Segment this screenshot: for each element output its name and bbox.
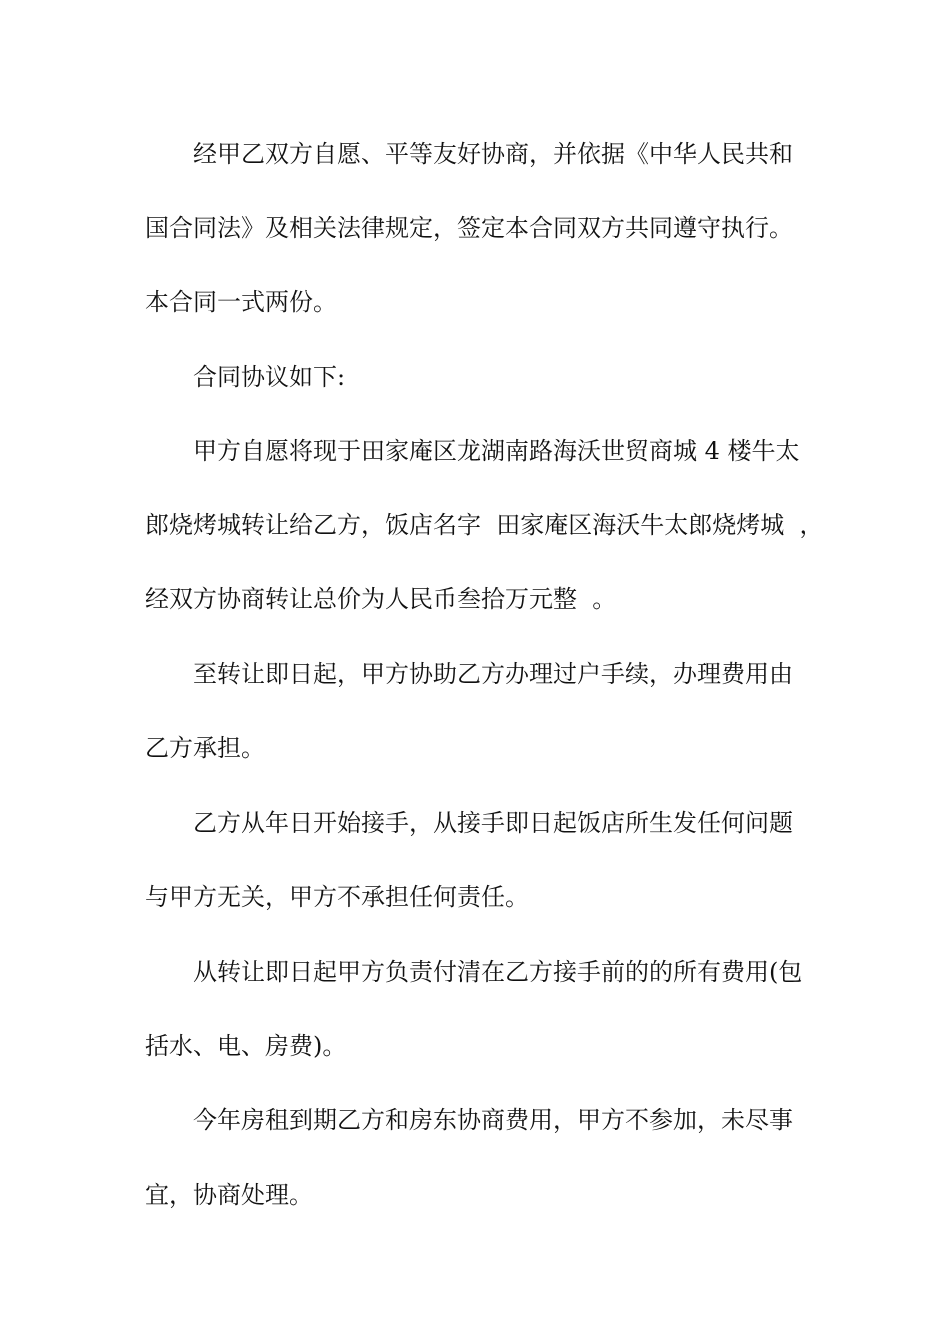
paragraph-7-line-1: 今年房租到期乙方和房东协商费用，甲方不参加，未尽事 [193,1106,793,1134]
paragraph-6-line-2: 括水、电、房费)。 [145,1032,347,1060]
paragraph-3-line-3: 经双方协商转让总价为人民币叁拾万元整 。 [145,585,617,613]
paragraph-7-line-2: 宜，协商处理。 [145,1181,313,1209]
paragraph-5-line-1: 乙方从年日开始接手，从接手即日起饭店所生发任何问题 [193,809,793,837]
paragraph-4-line-2: 乙方承担。 [145,734,265,762]
paragraph-4-line-1: 至转让即日起，甲方协助乙方办理过户手续，办理费用由 [193,660,793,688]
paragraph-1-line-1: 经甲乙双方自愿、平等友好协商，并依据《中华人民共和 [193,140,793,168]
paragraph-1-line-3: 本合同一式两份。 [145,288,337,316]
paragraph-2-line-1: 合同协议如下: [193,363,346,391]
paragraph-3-line-1: 甲方自愿将现于田家庵区龙湖南路海沃世贸商城 4 楼牛太 [193,437,800,465]
paragraph-6-line-1: 从转让即日起甲方负责付清在乙方接手前的的所有费用(包 [193,958,803,986]
paragraph-1-line-2: 国合同法》及相关法律规定，签定本合同双方共同遵守执行。 [145,214,793,242]
paragraph-5-line-2: 与甲方无关，甲方不承担任何责任。 [145,883,529,911]
paragraph-3-line-2: 郎烧烤城转让给乙方，饭店名字 田家庵区海沃牛太郎烧烤城 ， [145,511,824,539]
